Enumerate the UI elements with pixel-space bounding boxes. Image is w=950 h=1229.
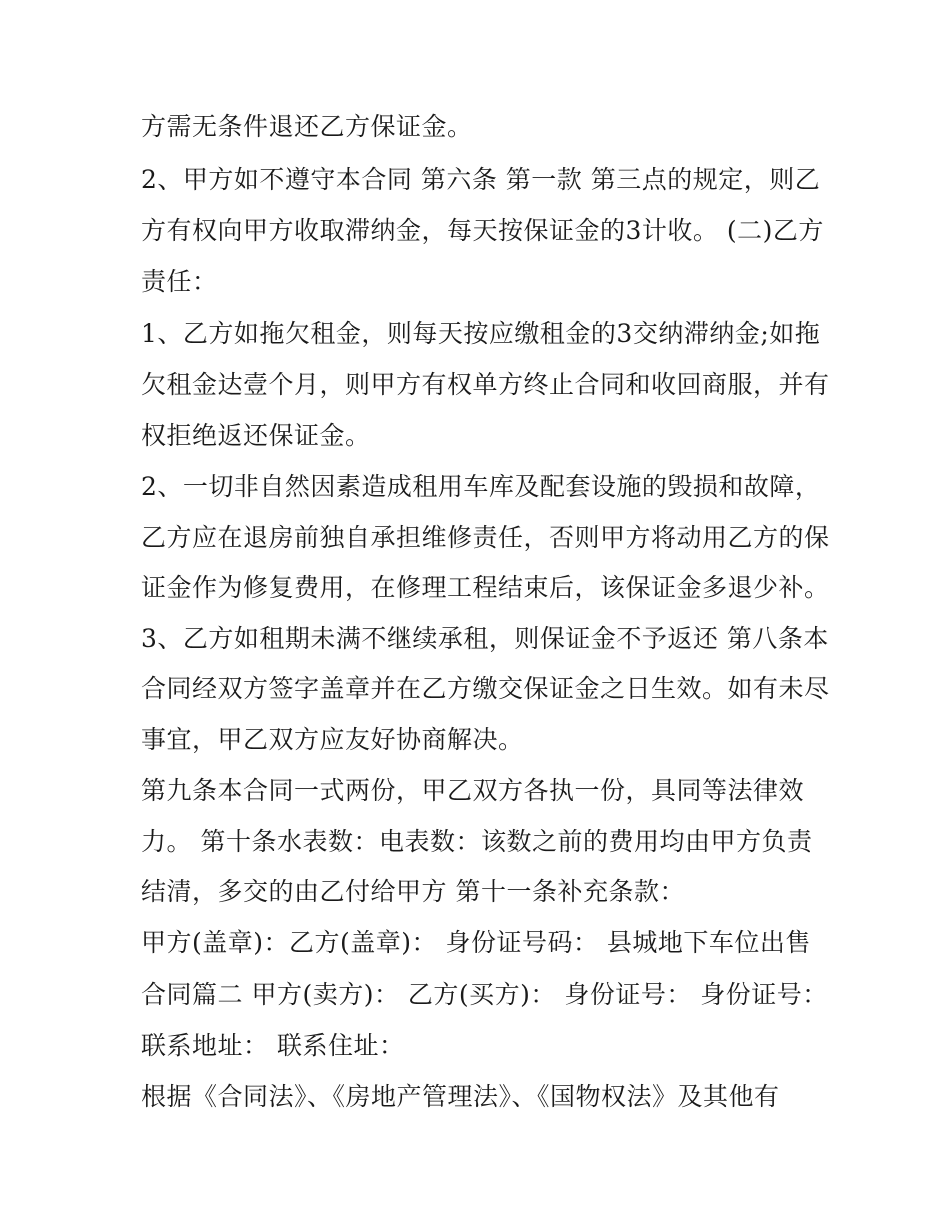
text-line: 2、甲方如不遵守本合同 第六条 第一款 第三点的规定，则乙 [141, 165, 821, 194]
text-line: 责任： [141, 267, 218, 296]
text-line: 联系地址： 联系住址： [141, 1031, 405, 1060]
text-line: 3、乙方如租期未满不继续承租，则保证金不予返还 第八条本 [141, 624, 829, 653]
text-line: 合同篇二 甲方(卖方)： 乙方(买方)： 身份证号： 身份证号： [141, 980, 828, 1009]
text-line: 合同经双方签字盖章并在乙方缴交保证金之日生效。如有未尽 [141, 674, 830, 703]
text-line: 根据《合同法》、《房地产管理法》、《国物权法》及其他有 [141, 1082, 780, 1111]
text-line: 权拒绝返还保证金。 [141, 421, 371, 450]
text-line: 1、乙方如拖欠租金，则每天按应缴租金的3交纳滞纳金;如拖 [141, 319, 821, 348]
text-line: 第九条本合同一式两份，甲乙双方各执一份，具同等法律效 [141, 776, 805, 805]
text-line: 方有权向甲方收取滞纳金，每天按保证金的3计收。 (二)乙方 [141, 216, 824, 245]
text-line: 力。 第十条水表数：电表数：该数之前的费用均由甲方负责 [141, 827, 813, 856]
text-line: 方需无条件退还乙方保证金。 [141, 112, 473, 141]
text-line: 结清，多交的由乙付给甲方 第十一条补充条款： [141, 877, 685, 906]
text-line: 欠租金达壹个月，则甲方有权单方终止合同和收回商服，并有 [141, 370, 830, 399]
text-line: 甲方(盖章)：乙方(盖章)： 身份证号码： 县城地下车位出售 [141, 928, 811, 957]
text-line: 乙方应在退房前独自承担维修责任，否则甲方将动用乙方的保 [141, 523, 830, 552]
text-line: 2、一切非自然因素造成租用车库及配套设施的毁损和故障， [141, 472, 821, 501]
text-line: 证金作为修复费用，在修理工程结束后，该保证金多退少补。 [141, 573, 830, 602]
text-line: 事宜，甲乙双方应友好协商解决。 [141, 725, 524, 754]
